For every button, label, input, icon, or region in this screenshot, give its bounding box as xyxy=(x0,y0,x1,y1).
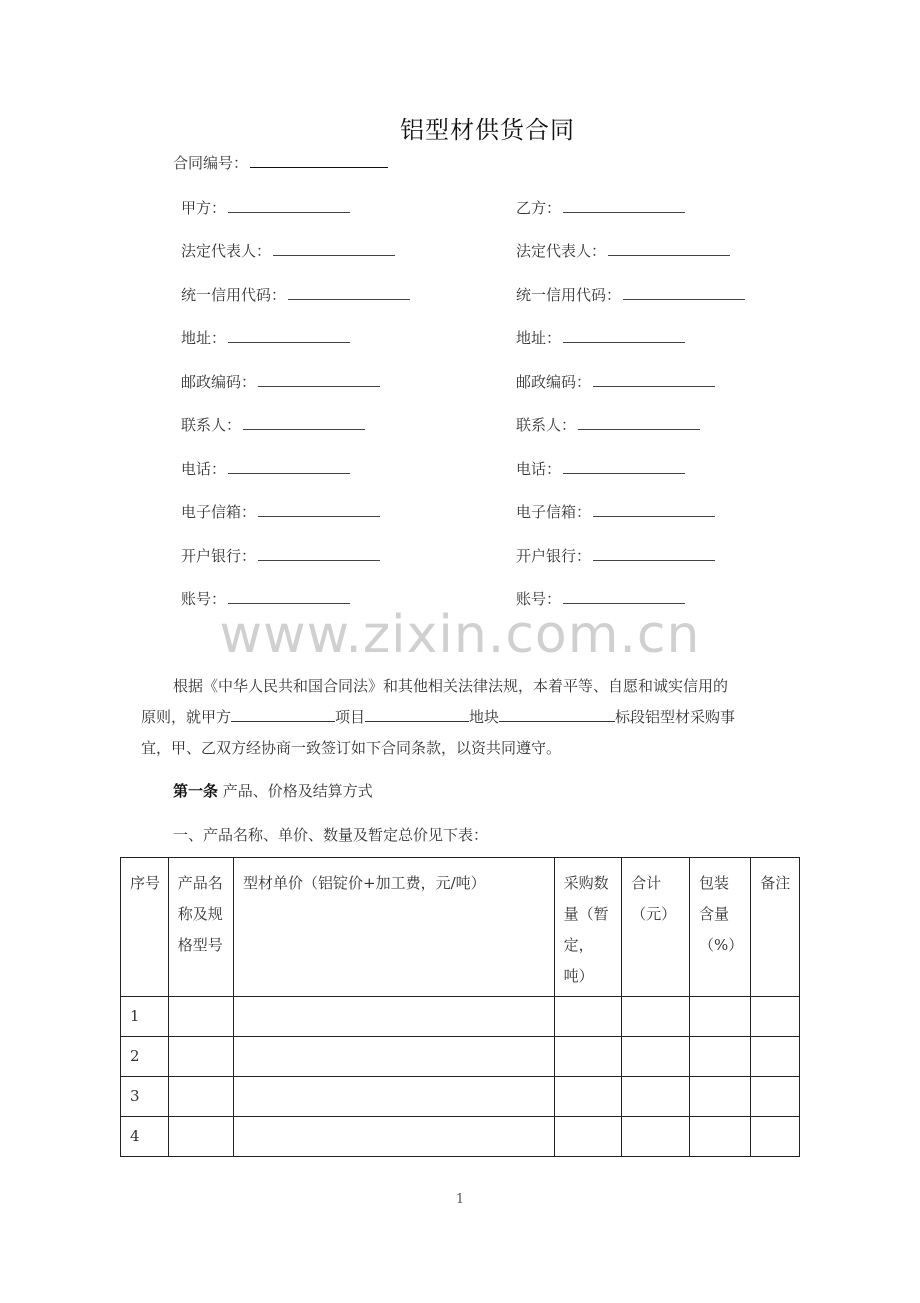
party-b-field: 开户银行： xyxy=(516,545,715,566)
header-seq: 序号 xyxy=(121,858,169,997)
table-row xyxy=(121,1117,800,1157)
party-a-field: 联系人： xyxy=(181,414,365,435)
party-b-field: 乙方： xyxy=(516,197,685,218)
article-number: 第一条 xyxy=(173,782,219,800)
page-number: 1 xyxy=(455,1192,465,1207)
header-packaging: 包装含量（%） xyxy=(690,858,751,997)
party-a-field: 电子信箱： xyxy=(181,501,380,522)
table-row xyxy=(121,1077,800,1117)
intro-line-1: 根据《中华人民共和国合同法》和其他相关法律法规，本着平等、自愿和诚实信用的 xyxy=(173,677,729,695)
article-1-heading xyxy=(173,780,373,801)
party-b-field: 账号： xyxy=(516,588,685,609)
header-quantity: 采购数量（暂定，吨） xyxy=(554,858,622,997)
party-a-field: 电话： xyxy=(181,458,350,479)
contract-number-field xyxy=(173,152,388,173)
contract-number-label: 合同编号： xyxy=(173,154,249,172)
party-b-field: 邮政编码： xyxy=(516,371,715,392)
header-product: 产品名称及规格型号 xyxy=(168,858,233,997)
party-b-field: 法定代表人： xyxy=(516,240,730,261)
party-b-field: 联系人： xyxy=(516,414,700,435)
row-number: 2 xyxy=(121,1037,169,1077)
table-row xyxy=(121,1037,800,1077)
table-row xyxy=(121,997,800,1037)
plot-blank xyxy=(365,707,469,722)
party-b-field: 电子信箱： xyxy=(516,501,715,522)
product-table xyxy=(120,857,800,1157)
section-1-heading: 一、产品名称、单价、数量及暂定总价见下表： xyxy=(173,826,489,844)
header-unit-price: 型材单价（铝锭价+加工费，元/吨） xyxy=(234,858,555,997)
party-a-field: 账号： xyxy=(181,588,350,609)
party-b-field: 统一信用代码： xyxy=(516,284,745,305)
header-total: 合计（元） xyxy=(622,858,690,997)
party-b-field: 地址： xyxy=(516,327,685,348)
header-remarks: 备注 xyxy=(751,858,800,997)
party-a-field: 地址： xyxy=(181,327,350,348)
document-title: 铝型材供货合同 xyxy=(400,116,575,144)
section-blank xyxy=(499,707,615,722)
party-b-field: 电话： xyxy=(516,458,685,479)
party-a-field: 甲方： xyxy=(181,197,350,218)
intro-line-2: 原则，就甲方 项目 地块 标段铝型材采购事 xyxy=(141,708,736,726)
watermark: www.zixin.com.cn xyxy=(219,605,701,665)
intro-line-3: 宜，甲、乙双方经协商一致签订如下合同条款，以资共同遵守。 xyxy=(141,739,562,757)
party-a-field: 开户银行： xyxy=(181,545,380,566)
project-blank xyxy=(231,707,335,722)
contract-number-blank xyxy=(250,153,388,168)
party-a-field: 统一信用代码： xyxy=(181,284,410,305)
table-header-row xyxy=(121,858,800,997)
row-number: 4 xyxy=(121,1117,169,1157)
party-a-field: 邮政编码： xyxy=(181,371,380,392)
row-number: 1 xyxy=(121,997,169,1037)
party-a-field: 法定代表人： xyxy=(181,240,395,261)
article-title: 产品、价格及结算方式 xyxy=(218,782,373,800)
row-number: 3 xyxy=(121,1077,169,1117)
